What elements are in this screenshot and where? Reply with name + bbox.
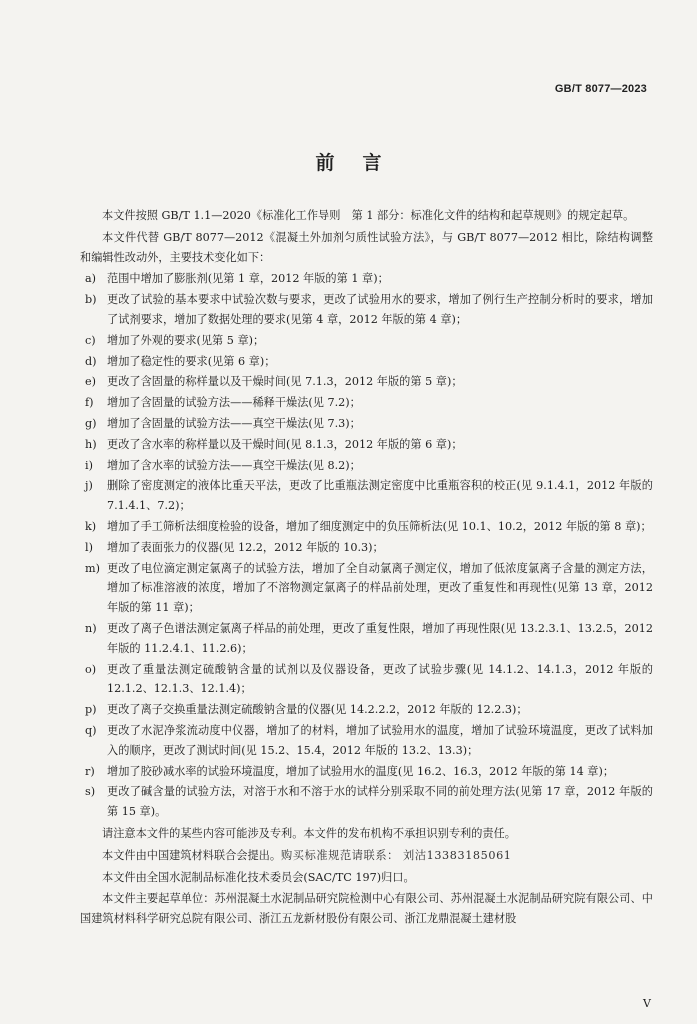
change-item-marker: e): [85, 375, 96, 389]
paragraph-committee: 本文件由全国水泥制品标准化技术委员会(SAC/TC 197)归口。: [102, 870, 415, 884]
change-item-text: 增加了含固量的试验方法——稀释干燥法(见 7.2)；: [107, 396, 361, 410]
change-item-marker: c): [85, 333, 96, 347]
change-item: [80, 782, 653, 822]
change-item-text: 更改了重量法测定硫酸钠含量的试剂以及仪器设备，更改了试验步骤(见 14.1.2、14.1.3，2012 年版的 12.1.2、12.1.3、12.1.4)；: [107, 662, 653, 696]
change-item: [80, 372, 653, 392]
change-item: [80, 721, 653, 761]
change-item-marker: a): [85, 272, 97, 286]
change-item: [80, 435, 653, 455]
change-item: [80, 762, 653, 782]
change-item: [80, 352, 653, 372]
change-item-marker: d): [85, 354, 97, 368]
change-item: [80, 660, 653, 700]
change-item-text: 更改了电位滴定测定氯离子的试验方法，增加了全自动氯离子测定仪，增加了低浓度氯离子含量的测定方法，增加了标准溶液的浓度，增加了不溶物测定氯离子的样品前处理，更改了重复性和再现性(见第 13 章，2012 年版的第 11 章)；: [107, 561, 653, 615]
page-number: V: [643, 997, 651, 1010]
change-item: [80, 559, 653, 618]
change-item-marker: j): [85, 479, 93, 493]
change-item-marker: q): [85, 723, 97, 737]
change-item-text: 更改了水泥净浆流动度中仪器，增加了的材料，增加了试验用水的温度，增加了试验环境温度，更改了试料加入的顺序，更改了测试时间(见 15.2、15.4，2012 年版的 13.2、13.3)；: [107, 723, 653, 757]
change-item: [80, 290, 653, 330]
change-item-text: 增加了含水率的试验方法——真空干燥法(见 8.2)；: [107, 458, 361, 472]
change-item-marker: s): [85, 785, 96, 799]
change-item-text: 增加了含固量的试验方法——真空干燥法(见 7.3)；: [107, 416, 361, 430]
change-item-text: 更改了离子交换重量法测定硫酸钠含量的仪器(见 14.2.2.2，2012 年版的 12.2.3)；: [107, 703, 528, 717]
change-item-text: 增加了表面张力的仪器(见 12.2，2012 年版的 10.3)；: [107, 540, 384, 554]
change-item-text: 更改了试验的基本要求中试验次数与要求，更改了试验用水的要求，增加了例行生产控制分析时的要求，增加了试剂要求，增加了数据处理的要求(见第 4 章，2012 年版的第 4 章)；: [107, 293, 653, 326]
change-item-marker: r): [85, 764, 95, 778]
paragraph-drafting-units: 本文件主要起草单位：苏州混凝土水泥制品研究院检测中心有限公司、苏州混凝土水泥制品研究院有限公司、中国建筑材料科学研究总院有限公司、浙江五龙新材股份有限公司、浙江龙鼎混凝土建材股: [80, 892, 653, 926]
page-title: 前言: [315, 152, 410, 174]
changes-list: [80, 269, 653, 822]
change-item-text: 增加了胶砂减水率的试验环境温度，增加了试验用水的温度(见 16.2、16.3，2012 年版的第 14 章)；: [107, 764, 615, 778]
paragraph-proposer: [80, 846, 653, 866]
standard-code: GB/T 8077—2023: [554, 83, 647, 95]
change-item: [80, 476, 653, 516]
change-item-text: 范围中增加了膨胀剂(见第 1 章，2012 年版的第 1 章)；: [107, 272, 389, 286]
change-item-marker: f): [85, 396, 94, 410]
change-item: [80, 700, 653, 720]
change-item: [80, 456, 653, 476]
change-item: [80, 517, 653, 537]
change-item-text: 增加了稳定性的要求(见第 6 章)；: [107, 354, 276, 368]
change-item-text: 更改了含水率的称样量以及干燥时间(见 8.1.3，2012 年版的第 6 章)；: [107, 437, 463, 451]
change-item-text: 删除了密度测定的液体比重天平法，更改了比重瓶法测定密度中比重瓶容积的校正(见 9.1.4.1，2012 年版的 7.1.4.1、7.2)；: [107, 479, 653, 513]
change-item: [80, 393, 653, 413]
change-item-marker: b): [85, 293, 97, 307]
change-item: [80, 269, 653, 289]
proposer-text: 本文件由中国建筑材料联合会提出。: [102, 848, 282, 862]
change-item: [80, 331, 653, 351]
change-item-text: 更改了含固量的称样量以及干燥时间(见 7.1.3，2012 年版的第 5 章)；: [107, 375, 463, 389]
change-item-text: 增加了外观的要求(见第 5 章)；: [107, 333, 265, 347]
document-body: [80, 206, 653, 931]
paragraph-drafting-rule: 本文件按照 GB/T 1.1—2020《标准化工作导则 第 1 部分：标准化文件的结构和起草规则》的规定起草。: [102, 209, 635, 222]
change-item-marker: k): [85, 519, 97, 533]
change-item-text: 更改了离子色谱法测定氯离子样品的前处理，更改了重复性限，增加了再现性限(见 13.2.3.1、13.2.5，2012 年版的 11.2.4.1、11.2.6)；: [107, 621, 653, 655]
change-item-marker: h): [85, 437, 97, 451]
change-item-marker: m): [85, 561, 100, 575]
change-item: [80, 538, 653, 558]
change-item-marker: p): [85, 703, 97, 717]
paragraph-replacement: 本文件代替 GB/T 8077—2012《混凝土外加剂匀质性试验方法》，与 GB/T 8077—2012 相比，除结构调整和编辑性改动外，主要技术变化如下：: [80, 230, 653, 264]
change-item-marker: g): [85, 416, 97, 430]
change-item-text: 更改了碱含量的试验方法，对溶于水和不溶于水的试样分别采取不同的前处理方法(见第 17 章，2012 年版的第 15 章)。: [107, 785, 653, 819]
change-item-marker: o): [85, 662, 97, 676]
paragraph-patent-notice: 请注意本文件的某些内容可能涉及专利。本文件的发布机构不承担识别专利的责任。: [102, 826, 516, 840]
change-item-text: 增加了手工筛析法细度检验的设备，增加了细度测定中的负压筛析法(见 10.1、10.2，2012 年版的第 8 章)；: [107, 519, 652, 533]
change-item-marker: i): [85, 458, 93, 472]
change-item-marker: n): [85, 621, 97, 635]
change-item: [80, 619, 653, 659]
change-item-marker: l): [85, 540, 93, 554]
change-item: [80, 414, 653, 434]
purchase-note: 购买标准规范请联系： 刘沽13383185061: [281, 848, 512, 862]
